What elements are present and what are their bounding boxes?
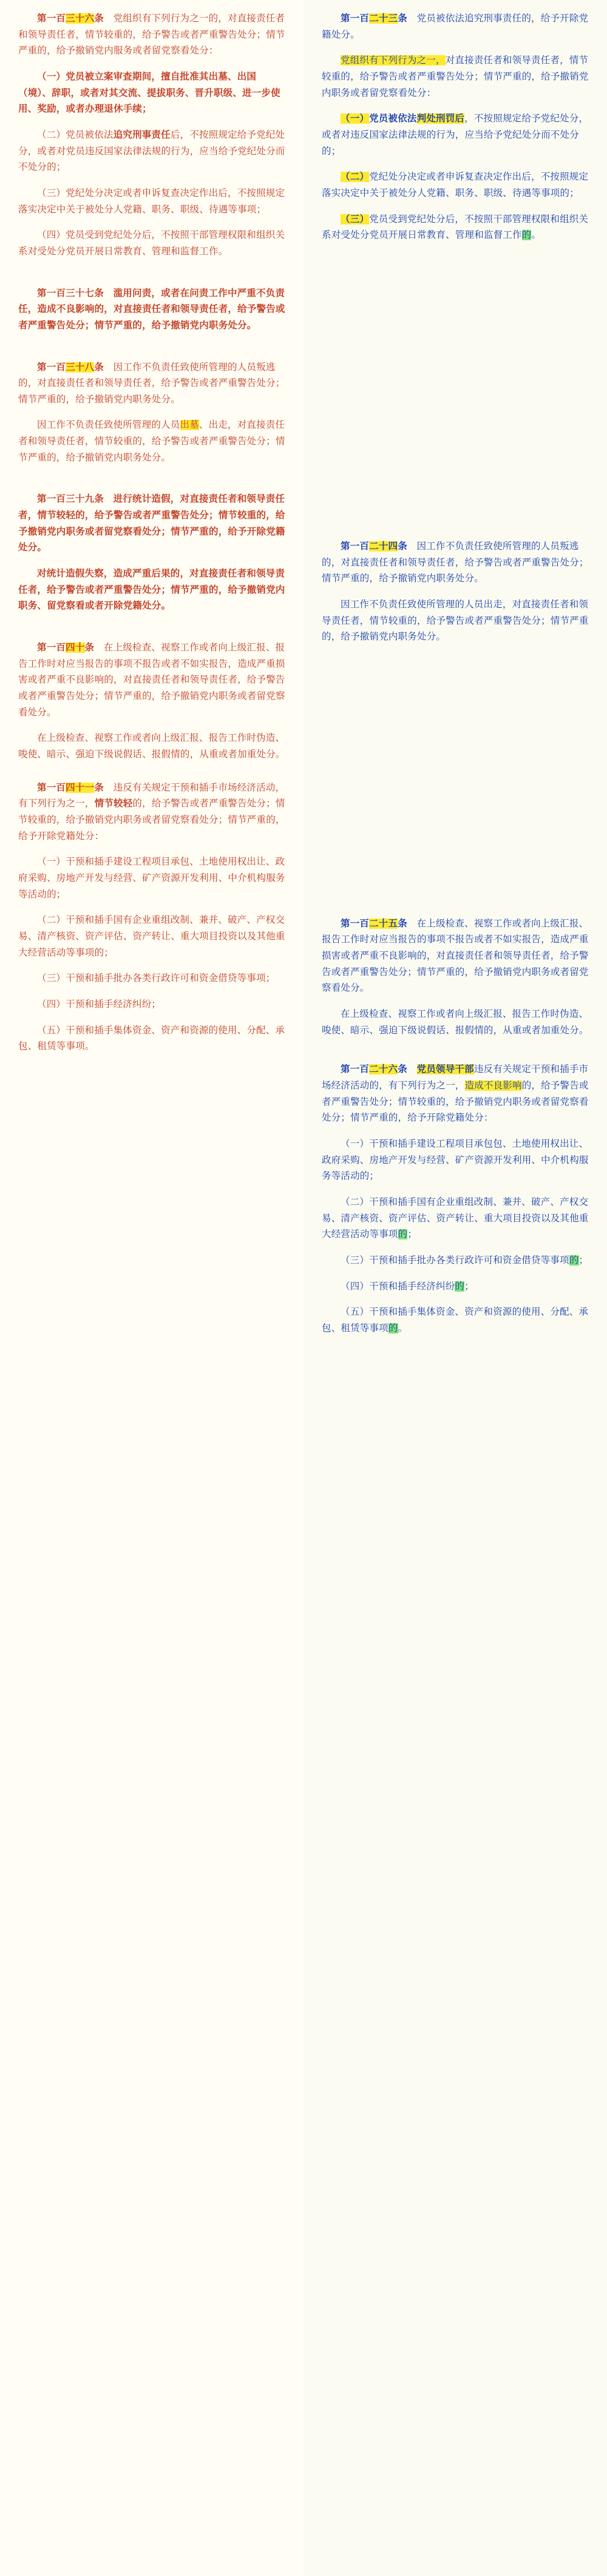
paragraph: [18, 69, 285, 118]
paragraph: [18, 780, 285, 845]
text-run: 情节较轻: [94, 798, 133, 809]
text-run: 三十八: [66, 362, 95, 373]
text-run: （四）党员受到党纪处分后，不按照干部管理权限和组织关系对受处分党员开展日常教育、管理和监督工作。: [18, 230, 285, 257]
text-run: （四）干预和插手经济纠纷: [341, 1281, 455, 1292]
section-gap: [18, 270, 285, 286]
text-run: 第一百: [341, 13, 370, 24]
text-run: （二）干预和插手国有企业重组改制、兼并、破产、产权交易、清产核资、资产评估、资产转让、重大项目投资以及其他重大经营活动等事项的；: [18, 915, 285, 958]
text-run: 条: [398, 541, 407, 551]
text-run: 二十五: [369, 918, 398, 929]
alignment-gap: [322, 1048, 589, 1062]
text-run: 党员被依法追究刑事责任的，给予开除党籍处分。: [322, 13, 589, 40]
text-run: 第一百三十九条 进行统计造假，对直接责任者和领导责任者，情节较轻的，给予警告或者严重警告处分；情节较重的，给予撤销党内职务或者留党察看处分；情节严重的，给予开除党籍处分。: [18, 494, 285, 553]
text-run: 因工作不负责任致使所管理的人员出走，对直接责任者和领导责任者，情节较重的，给予警告或者严重警告处分；情节严重的，给予撤销党内职务处分。: [322, 599, 589, 642]
text-run: 的: [398, 1229, 408, 1240]
text-run: 二十六: [369, 1064, 398, 1075]
text-run: ；: [569, 187, 579, 198]
text-run: 违反有关规定干预和插手市场经济活动的，有下列行为之一，: [322, 1064, 589, 1091]
text-run: （四）干预和插手经济纠纷；: [37, 999, 161, 1010]
text-run: 二十三: [369, 13, 398, 24]
text-run: 四十: [66, 642, 85, 653]
paragraph: [322, 539, 589, 587]
alignment-gap: [322, 254, 589, 539]
text-run: 条: [398, 13, 407, 24]
left-column-body: [18, 11, 285, 1055]
text-run: 对直接责任者和领导责任者，情节较重的，给予警告或者严重警告处分；情节严重的，给予撤销党内职务或者留党察看处分：: [322, 55, 589, 98]
paragraph: [18, 417, 285, 466]
text-run: 的，给予警告或者严重警告处分；情节较重的，给予撤销党内职务或者留党察看处分；情节严重的，给予开除党籍处分：: [322, 1081, 589, 1124]
text-run: （五）干预和插手集体资金、资产和资源的使用、分配、承包、租赁等事项: [322, 1307, 589, 1334]
text-run: [407, 1064, 417, 1074]
text-run: 第一百: [37, 782, 66, 793]
paragraph: [18, 730, 285, 763]
text-run: 在上级检查、视察工作或者向上级汇报、报告工作时对应当报告的事项不报告或者不如实报告，造成严重损害或者严重不良影响的，对直接责任者和领导责任者，给予警告或者严重警告处分；情节严重的，给予撤销党内职务或者留党察看处分。: [322, 918, 589, 994]
section-gap: [18, 476, 285, 491]
text-run: （三）干预和插手批办各类行政许可和资金借贷等事项；: [37, 973, 276, 984]
text-run: 追究刑事责任: [113, 129, 171, 140]
text-run: 党纪处分决定或者申诉复查决定作出后，不按照规定落实决定中关于被处分人党籍、职务、职级、待遇等事项的: [322, 172, 589, 198]
text-run: 的，给予警告或者严重警告处分；情节较重的，给予撤销党内职务或者留党察看处分；情节严重的，给予开除党籍处分：: [18, 798, 285, 841]
section-gap: [18, 624, 285, 640]
text-run: （三）干预和插手批办各类行政许可和资金借贷等事项: [341, 1255, 569, 1266]
paragraph: [18, 854, 285, 903]
paragraph: [322, 1006, 589, 1039]
text-run: 条: [398, 1064, 407, 1075]
paragraph: [322, 1253, 589, 1269]
text-run: 。: [398, 1323, 408, 1334]
text-run: 党员被依法: [369, 113, 417, 124]
text-run: （二）干预和插手国有企业重组改制、兼并、破产、产权交易、清产核资、资产评估、资产转让、重大项目投资以及其他重大经营活动等事项: [322, 1197, 589, 1240]
paragraph: [322, 169, 589, 201]
paragraph: [322, 212, 589, 244]
paragraph: [322, 111, 589, 160]
text-run: （一）: [37, 71, 66, 82]
text-run: 党员领导干部: [416, 1064, 474, 1075]
text-run: 出墓: [180, 420, 199, 431]
paragraph: [18, 1023, 285, 1055]
text-run: 党员被立案审查期间，: [66, 71, 161, 82]
text-run: （一）: [341, 113, 370, 124]
text-run: 四十一: [66, 782, 95, 793]
paragraph: [18, 228, 285, 260]
text-run: ；: [369, 1171, 379, 1182]
paragraph: [18, 186, 285, 218]
text-run: 后，不按照规定给予党纪处分，或者对党员违反国家法律法规的行为，应当给予党纪处分而不处分的；: [18, 129, 285, 173]
text-run: ；: [578, 1255, 589, 1266]
text-run: 违反有关规定干预和插手市场经济活动，有下列行为之一，: [18, 782, 285, 809]
text-run: （一）干预和插手建设工程项目承包包、土地使用权出让、政府采购、房地产开发与经营、矿产资源开发利用、中介机构服务等活动的: [322, 1139, 589, 1182]
text-run: 擅自批准其出墓、出国（境）、辞职，或者对其交流、提拔职务、晋升职级、进一步使用、奖励，或者办理退休手续；: [18, 71, 280, 115]
paragraph: [322, 916, 589, 997]
right-column-new-text: [304, 0, 607, 2576]
text-run: ；: [464, 1281, 474, 1292]
text-run: （三）党纪处分决定或者申诉复查决定作出后，不按照规定落实决定中关于被处分人党籍、职务、职级、待遇等事项；: [18, 187, 285, 215]
paragraph: [18, 640, 285, 721]
text-run: 条: [94, 13, 104, 24]
text-run: 第一百三十七条: [37, 288, 114, 298]
alignment-gap: [322, 655, 589, 916]
text-run: 第一百: [37, 642, 66, 653]
right-column-body: [322, 11, 589, 1337]
paragraph: [18, 566, 285, 615]
text-run: ，不按照规定给予党纪处分，或者对违反国家法律法规的行为，应当给予党纪处分而不处分的；: [322, 113, 589, 157]
paragraph: [322, 1279, 589, 1295]
text-run: 党组织有下列行为之一，: [341, 55, 446, 66]
paragraph: [18, 11, 285, 59]
paragraph: [18, 127, 285, 176]
paragraph: [322, 1195, 589, 1243]
paragraph: [18, 360, 285, 408]
paragraph: [18, 997, 285, 1013]
text-run: 条: [94, 362, 104, 373]
text-run: （二）: [341, 172, 370, 183]
text-run: 条: [84, 642, 95, 653]
text-run: 的: [521, 230, 532, 241]
text-run: ；: [407, 1229, 418, 1240]
text-run: 因工作不负责任致使所管理的人员叛逃的，对直接责任者和领导责任者，给予警告或者严重警告处分；情节严重的，给予撤销党内职务处分。: [322, 541, 589, 584]
text-run: 判处刑罚后: [416, 113, 465, 124]
text-run: 党组织有下列行为之一的，对直接责任者和领导责任者，情节较重的，给予警告或者严重警告处分；情节严重的，给予撤销党内服务或者留党察看处分：: [18, 13, 285, 56]
text-run: 在上级检查、视察工作或者向上级汇报、报告工作时对应当报告的事项不报告或者不如实报告，造成严重损害或者严重不良影响的，对直接责任者和领导责任者，给予警告或者严重警告处分；情节严重的，给予撤销党内职务或者留党察看处分。: [18, 642, 285, 718]
paragraph: [322, 597, 589, 646]
paragraph: [18, 286, 285, 334]
section-gap: [18, 773, 285, 780]
text-run: 的: [388, 1323, 398, 1334]
text-run: 第一百: [341, 541, 370, 551]
paragraph: [322, 1136, 589, 1185]
paragraph: [18, 971, 285, 987]
paragraph: [18, 491, 285, 556]
text-run: 。: [531, 230, 541, 241]
text-run: 三十六: [66, 13, 95, 24]
paragraph: [322, 1304, 589, 1337]
text-run: 的: [569, 1255, 579, 1266]
paragraph: [18, 912, 285, 961]
text-run: 条: [398, 918, 407, 929]
section-gap: [18, 344, 285, 360]
text-run: 因工作不负责任致使所管理的人员: [37, 420, 180, 431]
paragraph: [322, 1062, 589, 1127]
text-run: 第一百: [341, 918, 370, 929]
text-run: 、出走，对直接责任者和领导责任者，情节较重的，给予警告或者严重警告处分；情节严重的，给予撤销党内职务处分。: [18, 420, 285, 463]
paragraph: [322, 53, 589, 101]
text-run: 的: [455, 1281, 465, 1292]
text-run: （二）党员被依法: [37, 129, 114, 140]
text-run: 第一百: [37, 362, 66, 373]
text-run: 第一百: [37, 13, 66, 24]
text-run: 在上级检查、视察工作或者向上级汇报、报告工作时伪造、唆使、暗示、强迫下级说假话、报假情的，从重或者加重处分。: [18, 733, 285, 760]
text-run: 在上级检查、视察工作或者向上级汇报、报告工作时伪造、唆使、暗示、强迫下级说假话、报假情的，从重或者加重处分。: [322, 1009, 589, 1036]
text-run: 造成不良影响: [464, 1081, 522, 1091]
text-run: 滥用问责，或者在问责工作中严重不负责任，造成不良影响的，对直接责任者和领导责任者，给予警告或者严重警告处分；情节严重的，给予撤销党内职务处分。: [18, 288, 285, 331]
text-run: 对统计造假失察，造成严重后果的，对直接责任者和领导责任者，给予警告或者严重警告处分；情节严重的，给予撤销党内职务、留党察看或者开除党籍处分。: [18, 568, 285, 612]
text-run: 党员受到党纪处分后，不按照干部管理权限和组织关系对受处分党员开展日常教育、管理和监督工作: [322, 214, 589, 241]
text-run: 因工作不负责任致使所管理的人员叛逃的，对直接责任者和领导责任者，给予警告或者严重警告处分；情节严重的，给予撤销党内职务处分。: [18, 362, 285, 405]
text-run: （一）干预和插手建设工程项目承包、土地使用权出让、政府采购、房地产开发与经营、矿产资源开发利用、中介机构服务等活动的；: [18, 857, 285, 900]
text-run: 第一百: [341, 1064, 370, 1075]
paragraph: [322, 11, 589, 43]
text-run: （五）干预和插手集体资金、资产和资源的使用、分配、承包、租赁等事项。: [18, 1025, 285, 1052]
text-run: 二十四: [369, 541, 398, 551]
text-run: 条: [94, 782, 104, 793]
text-run: （三）: [341, 214, 370, 224]
